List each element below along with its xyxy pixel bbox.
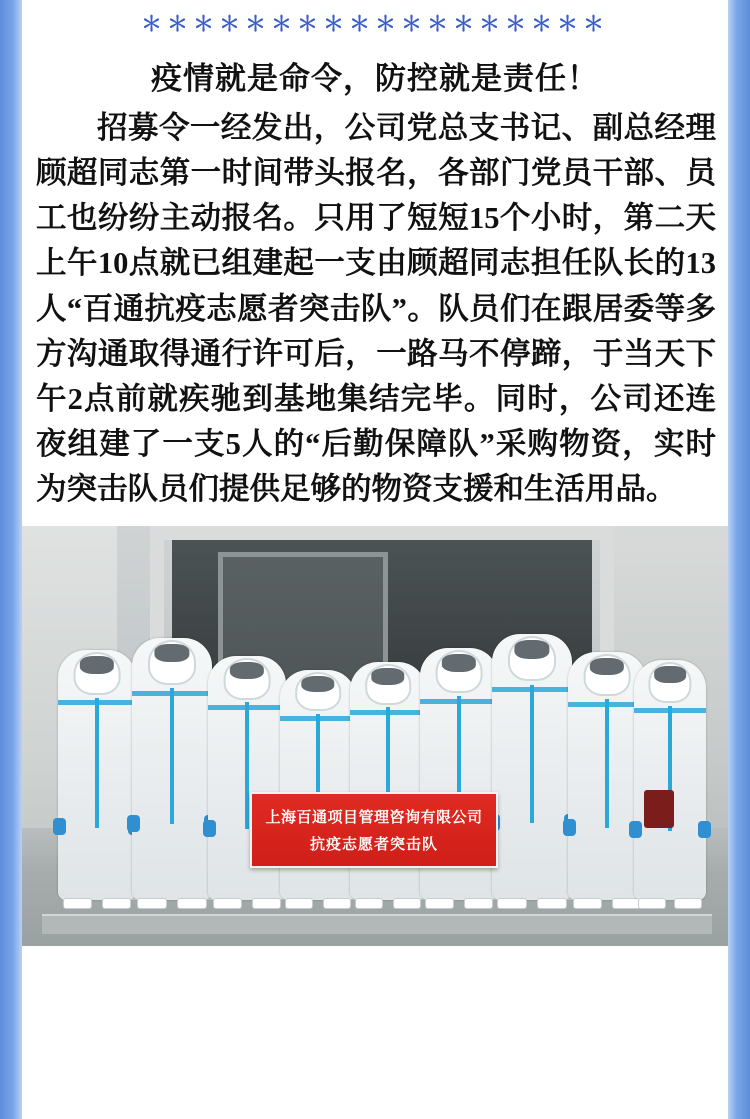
boot-icon [573, 898, 603, 909]
glove-icon [629, 821, 642, 838]
boot-icon [497, 898, 527, 909]
visor-icon [514, 640, 549, 659]
article-paragraph: 招募令一经发出，公司党总支书记、副总经理顾超同志第一时间带头报名，各部门党员干部、员工也纷纷主动报名。只用了短短15个小时，第二天上午10点就已组建起一支由顾超同志担任队长的13人“百通抗疫志愿者突击队”。队员们在跟居委等多方沟通取得通行许可后，一路马不停蹄，于当天下午2点前就疾驰到基地集结完毕。同时，公司还连夜组建了一支5人的“后勤保障队”采购物资，实时为突击队员们提供足够的物资支援和生活用品。 [36, 111, 716, 506]
volunteer-figure [132, 638, 212, 900]
suit-stripe [170, 688, 174, 824]
right-decorative-bar [728, 0, 750, 1119]
boot-icon [323, 898, 352, 909]
boot-icon [213, 898, 243, 909]
visor-icon [230, 662, 264, 679]
visor-icon [654, 666, 686, 683]
photo-step-lower [42, 914, 712, 934]
boot-icon [63, 898, 93, 909]
volunteer-figure [492, 634, 572, 900]
glove-icon [127, 815, 140, 832]
glove-icon [698, 821, 711, 838]
visor-icon [154, 644, 189, 662]
banner-line-1: 上海百通项目管理咨询有限公司 [265, 809, 483, 827]
banner-line-2: 抗疫志愿者突击队 [309, 836, 438, 854]
suit-stripe [605, 699, 609, 828]
visor-icon [590, 658, 624, 675]
visor-icon [301, 676, 334, 692]
boot-icon [177, 898, 207, 909]
red-bag [644, 790, 674, 828]
boot-icon [393, 898, 422, 909]
boot-icon [638, 898, 665, 909]
boot-icon [252, 898, 282, 909]
team-banner [250, 792, 498, 868]
volunteer-figure [634, 660, 706, 900]
visor-icon [442, 654, 476, 672]
boot-icon [355, 898, 384, 909]
glove-icon [53, 818, 66, 835]
boot-icon [102, 898, 132, 909]
boot-icon [612, 898, 642, 909]
visor-icon [371, 668, 404, 685]
glove-icon [203, 820, 216, 837]
article-headline: 疫情就是命令，防控就是责任！ [151, 61, 599, 96]
visor-icon [80, 656, 114, 674]
glove-icon [563, 819, 576, 836]
suit-stripe [530, 685, 534, 823]
boot-icon [464, 898, 494, 909]
boot-icon [137, 898, 167, 909]
team-photo [22, 526, 728, 946]
boot-icon [674, 898, 701, 909]
suit-stripe [95, 698, 99, 828]
article-content [22, 0, 728, 1119]
volunteer-figure [58, 650, 136, 900]
boot-icon [537, 898, 567, 909]
star-divider: ＊＊＊＊＊＊＊＊＊＊＊＊＊＊＊＊＊＊ [141, 13, 609, 36]
suit-stripe [245, 702, 249, 829]
left-decorative-bar [0, 0, 22, 1119]
boot-icon [285, 898, 314, 909]
boot-icon [425, 898, 455, 909]
